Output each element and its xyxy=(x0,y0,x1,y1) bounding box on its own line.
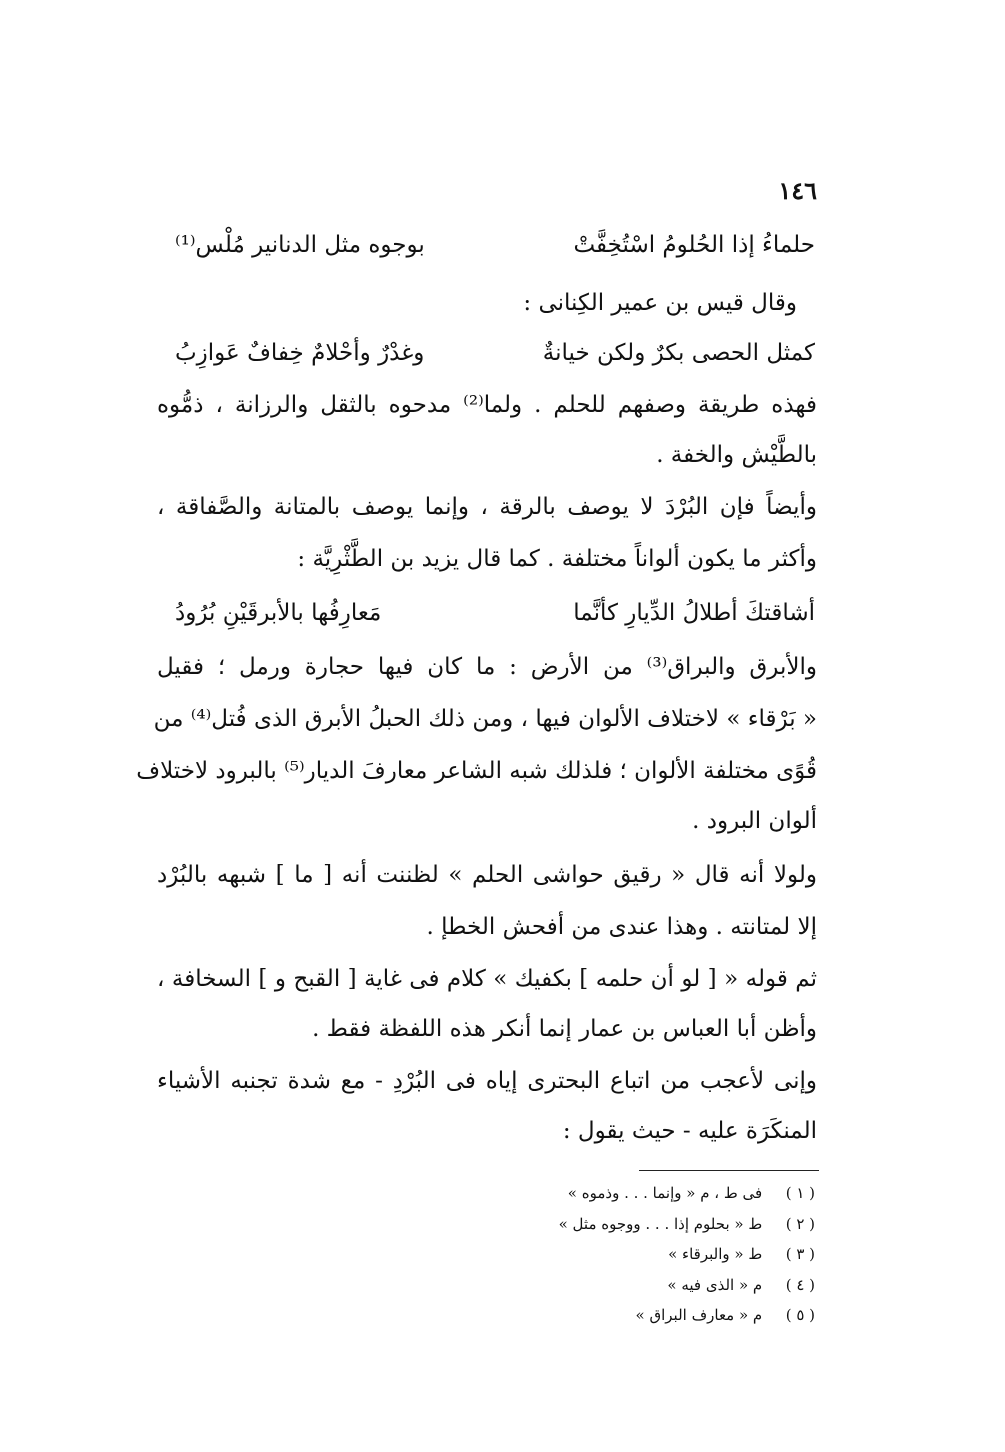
intro-line: وقال قيس بن عمير الكِنانى : xyxy=(523,290,797,316)
verse-3 xyxy=(175,600,815,626)
footnote-text: ط « بحلوم إذا . . . ووجوه مثل » xyxy=(558,1214,763,1233)
verse-3-first-hemistich: أشاقتكَ أطلالُ الدِّيارِ كأنَّما xyxy=(573,600,815,626)
paragraph-4-line-1: ولولا أنه قال « رقيق حواشى الحلم » لظننت أنه [ ما ] شبهه بالبُرْد xyxy=(157,862,817,888)
footnote-text: ط « والبرقاء » xyxy=(668,1245,763,1263)
footnote-3 xyxy=(455,1239,815,1270)
footnote-5 xyxy=(455,1300,815,1331)
paragraph-5-line-1: ثم قوله « [ لو أن حلمه ] بكفيك » كلام فى غاية [ القبح و ] السخافة ، xyxy=(157,966,817,992)
verse-2-first-hemistich: كمثل الحصى بكرٌ ولكن خيانةٌ xyxy=(542,340,815,366)
footnote-number: ( ٢ ) xyxy=(785,1214,815,1233)
paragraph-6-line-1: وإنى لأعجب من اتباع البحترى إياه فى البُرْدِ - مع شدة تجنبه الأشياء xyxy=(157,1068,817,1094)
paragraph-5-line-2: وأظن أبا العباس بن عمار إنما أنكر هذه اللفظة فقط . xyxy=(312,1016,817,1042)
footnote-number: ( ١ ) xyxy=(785,1184,815,1202)
footnote-text: م « الذى فيه » xyxy=(667,1275,763,1294)
footnote-text: م « معارف البراق » xyxy=(635,1306,763,1324)
verse-1-second-hemistich: بوجوه مثل الدنانير مُلْس⁽¹⁾ xyxy=(175,232,425,258)
footnote-text: فى ط ، م « وإنما . . . وذموه » xyxy=(567,1184,763,1202)
page-number: ١٤٦ xyxy=(778,176,817,205)
paragraph-6-line-2: المنكَرَة عليه - حيث يقول : xyxy=(562,1118,817,1144)
verse-1 xyxy=(175,232,815,258)
footnote-4 xyxy=(455,1270,815,1301)
paragraph-3-line-3: قُوًى مختلفة الألوان ؛ فلذلك شبه الشاعر معارفَ الديار⁽⁵⁾ بالبرود لاختلاف xyxy=(136,758,817,784)
paragraph-2-line-1: وأيضاً فإن البُرْدَ لا يوصف بالرقة ، وإنما يوصف بالمتانة والصَّفاقة ، xyxy=(157,494,817,520)
footnotes xyxy=(455,1178,815,1331)
paragraph-3-line-1: والأبرق والبراق⁽³⁾ من الأرض : ما كان فيها حجارة ورمل ؛ فقيل xyxy=(157,654,817,680)
paragraph-4-line-2: إلا لمتانته . وهذا عندى من أفحش الخطإ . xyxy=(426,914,817,940)
footnote-number: ( ٥ ) xyxy=(785,1306,815,1324)
footnote-number: ( ٣ ) xyxy=(785,1245,815,1263)
footnote-number: ( ٤ ) xyxy=(785,1275,815,1294)
paragraph-3-line-2: « بَرْقاء » لاختلاف الألوان فيها ، ومن ذلك الحبلُ الأبرق الذى فُتل⁽⁴⁾ من xyxy=(153,706,817,732)
verse-2 xyxy=(175,340,815,366)
footnote-divider xyxy=(639,1170,819,1171)
footnote-1 xyxy=(455,1178,815,1209)
footnote-2 xyxy=(455,1209,815,1240)
verse-3-second-hemistich: مَعارِفُها بالأبرقَيْنِ بُرُودُ xyxy=(175,600,382,626)
paragraph-3-line-4: ألوان البرود . xyxy=(692,808,817,834)
paragraph-2-line-2: وأكثر ما يكون ألواناً مختلفة . كما قال يزيد بن الطَّثْرِيَّة : xyxy=(297,546,817,572)
verse-1-first-hemistich: حلماءُ إذا الحُلومُ اسْتُخِفَّتْ xyxy=(573,232,815,258)
verse-2-second-hemistich: وغدْرٌ وأحْلامٌ خِفافٌ عَوازِبُ xyxy=(175,340,425,366)
paragraph-1-line-2: بالطَّيْش والخفة . xyxy=(656,442,817,468)
paragraph-1-line-1: فهذه طريقة وصفهم للحلم . ولما⁽²⁾ مدحوه بالثقل والرزانة ، ذمُّوه xyxy=(157,392,818,418)
